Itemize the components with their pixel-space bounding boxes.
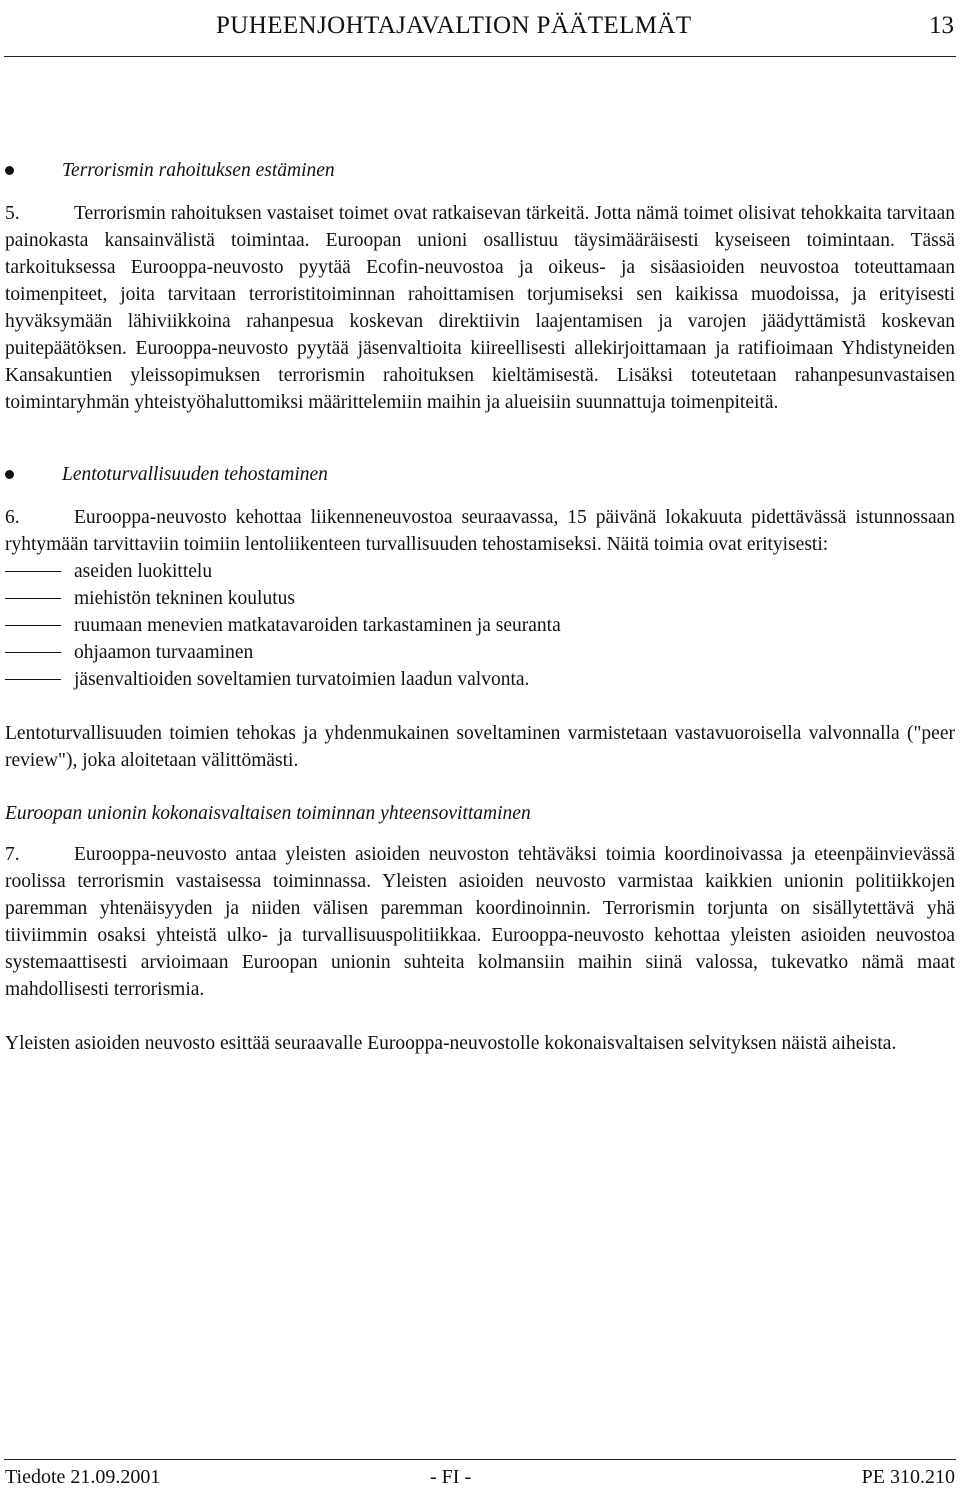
paragraph-5 — [5, 200, 955, 416]
measures-list — [5, 558, 955, 693]
footer-divider — [4, 1459, 956, 1460]
document-body — [5, 156, 955, 1057]
footer-date: Tiedote 21.09.2001 — [5, 1466, 161, 1488]
list-item-text: ruumaan menevien matkatavaroiden tarkastaminen ja seuranta — [74, 615, 561, 636]
header-page-number: 13 — [929, 12, 954, 39]
page-header — [0, 0, 960, 56]
paragraph-text: Terrorismin rahoituksen vastaiset toimet ovat ratkaisevan tärkeitä. Jotta nämä toimet olisivat tehokkaita tarvitaan painokasta kansainvälistä toimintaa. Euroopan unioni osallistuu täysimääräisesti kyseiseen toimintaan. Tässä tarkoituksessa Eurooppa-neuvosto pyytää Ecofin-neuvostoa ja oikeus- ja sisäasioiden neuvostoa toteuttamaan toimenpiteet, joita tarvitaan terroristitoiminnan rahoittamisen torjumiseksi sen kaikissa muodoissa, ja erityisesti hyväksymään lähiviikkoina rahanpesua koskevan direktiivin laajentamisen ja varojen jäädyttämistä koskevan puitepäätöksen. Eurooppa-neuvosto pyytää jäsenvaltioita kiireellisesti allekirjoittamaan ja ratifioimaan Yhdistyneiden Kansakuntien yleissopimuksen terrorismin rahoituksen kieltämisestä. Lisäksi toteutetaan rahanpesunvastaisen toimintaryhmän yhteistyöhaluttomiksi määrittelemiin maihin ja alueisiin suunnattuja toimenpiteitä. — [5, 203, 955, 413]
paragraph-text: Eurooppa-neuvosto antaa yleisten asioiden neuvoston tehtäväksi toimia koordinoivassa ja eteenpäinvievässä roolissa terrorismin vastaisessa toiminnassa. Yleisten asioiden neuvosto varmistaa kaikkien unionin politiikkojen paremman yhtenäisyyden ja niiden välisen paremman koordinoinnin. Terrorismin torjunta on sisällytettävä yhä tiiviimmin osaksi yhteistä ulko- ja turvallisuuspolitiikkaa. Eurooppa-neuvosto kehottaa yleisten asioiden neuvostoa systemaattisesti arvioimaan Euroopan unionin suhteita kolmansiin maihin siinä valossa, tukevatko nämä maat mahdollisesti terrorismia. — [5, 844, 955, 1000]
list-item-text: jäsenvaltioiden soveltamien turvatoimien laadun valvonta. — [74, 669, 530, 690]
bullet-icon — [5, 470, 14, 479]
section-heading-text: Lentoturvallisuuden tehostaminen — [62, 464, 328, 485]
dash-icon — [5, 598, 61, 599]
footer-reference: PE 310.210 — [861, 1466, 955, 1488]
footer-language: - FI - — [430, 1466, 472, 1488]
dash-icon — [5, 571, 61, 572]
list-item — [5, 666, 955, 693]
dash-icon — [5, 625, 61, 626]
paragraph-number: 5. — [5, 203, 20, 224]
bullet-icon — [5, 166, 14, 175]
list-item-text: ohjaamon turvaaminen — [74, 642, 254, 663]
header-divider — [4, 56, 956, 57]
list-item — [5, 558, 955, 585]
list-item — [5, 585, 955, 612]
dash-icon — [5, 679, 61, 680]
list-item-text: miehistön tekninen koulutus — [74, 588, 295, 609]
paragraph-6-followup: Lentoturvallisuuden toimien tehokas ja yhdenmukainen soveltaminen varmistetaan vastavuoroisella valvonnalla ("peer review"), joka aloitetaan välittömästi. — [5, 723, 955, 771]
paragraph-number: 7. — [5, 844, 20, 865]
list-item — [5, 612, 955, 639]
paragraph-7 — [5, 841, 955, 1003]
list-item — [5, 639, 955, 666]
paragraph-6 — [5, 504, 955, 558]
section-heading-eu-coordination: Euroopan unionin kokonaisvaltaisen toiminnan yhteensovittaminen — [5, 803, 531, 824]
list-item-text: aseiden luokittelu — [74, 561, 213, 582]
section-heading-text: Terrorismin rahoituksen estäminen — [62, 160, 335, 181]
header-title: PUHEENJOHTAJAVALTION PÄÄTELMÄT — [216, 12, 692, 39]
section-heading-terror-financing — [5, 156, 955, 186]
section-heading-aviation-security — [5, 460, 955, 490]
paragraph-7-followup: Yleisten asioiden neuvosto esittää seuraavalle Eurooppa-neuvostolle kokonaisvaltaisen selvityksen näistä aiheista. — [5, 1033, 897, 1054]
paragraph-text: Eurooppa-neuvosto kehottaa liikenneneuvostoa seuraavassa, 15 päivänä lokakuuta pidettävässä istunnossaan ryhtymään tarvittaviin toimiin lentoliikenteen turvallisuuden tehostamiseksi. Näitä toimia ovat erityisesti: — [5, 507, 955, 555]
dash-icon — [5, 652, 61, 653]
paragraph-number: 6. — [5, 507, 20, 528]
